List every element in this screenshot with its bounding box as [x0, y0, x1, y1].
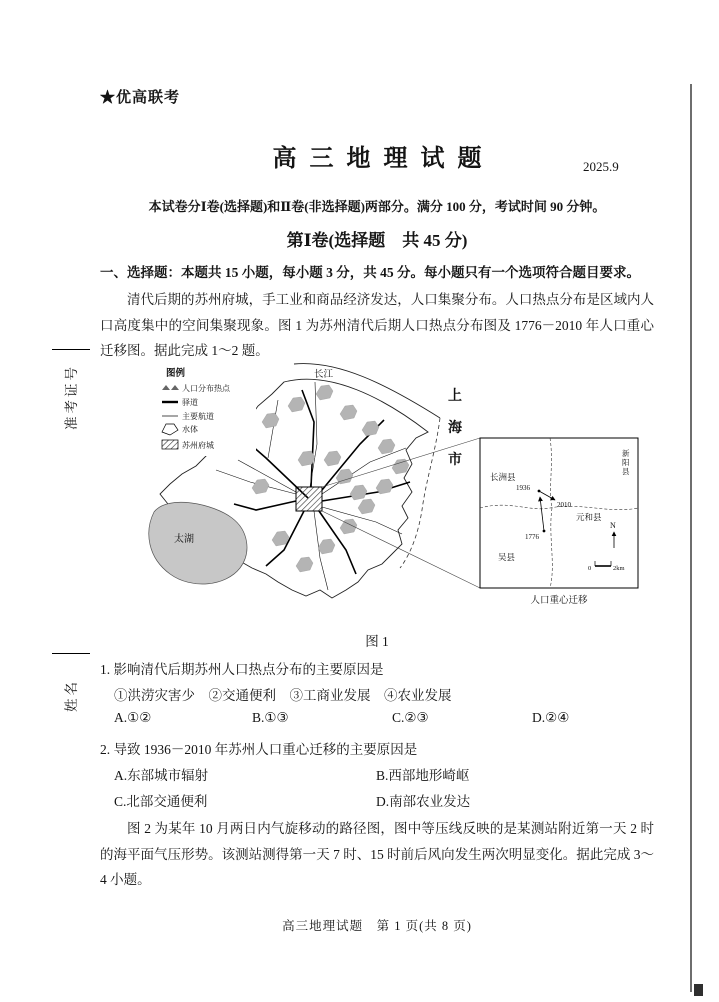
scan-corner-artifact [694, 984, 703, 996]
figure1-map [118, 360, 646, 626]
taihu-label: 太湖 [174, 534, 194, 545]
exam-date: 2025.9 [583, 159, 619, 174]
question-2-option-b: B.西部地形崎岖 [376, 768, 470, 783]
legend-item-waterbody: 水体 [182, 425, 198, 434]
passage-1: 清代后期的苏州府城，手工业和商品经济发达，人口集聚分布。人口热点分布是区域内人口高度集中的空间集聚现象。图 1 为苏州清代后期人口热点分布图及 1776－2010 年人口重心迁移图。据此完成 1～2 题。 [100, 292, 654, 358]
yuanhe-county-label: 元和县 [576, 512, 602, 522]
map-legend [156, 364, 256, 456]
question-2-option-a: A.东部城市辐射 [114, 768, 209, 783]
question-1-stem: 1. 影响清代后期苏州人口热点分布的主要原因是 [100, 662, 384, 677]
question-1-option-b: B.①③ [252, 710, 289, 725]
exam-intro: 本试卷分Ⅰ卷(选择题)和Ⅱ卷(非选择题)两部分。满分 100 分，考试时间 90 分钟。 [148, 199, 606, 214]
xinyang-county-label-2: 阳 [622, 458, 630, 467]
question-1-option-c: C.②③ [392, 710, 429, 725]
year-1936-label: 1936 [516, 484, 530, 492]
page-content [100, 0, 654, 1002]
xinyang-county-label-3: 县 [622, 467, 630, 476]
page-title: 高三地理试题 [272, 146, 495, 172]
question-1-choices-line: ①洪涝灾害少 ②交通便利 ③工商业发展 ④农业发展 [114, 688, 452, 703]
legend-item-postroad: 驿道 [182, 398, 198, 407]
section-directions: 一、选择题：本题共 15 小题，每小题 3 分，共 45 分。每小题只有一个选项符合题目要求。 [100, 265, 640, 280]
changzhou-county-label: 长洲县 [490, 472, 516, 482]
inset-caption: 人口重心迁移 [530, 596, 588, 606]
name-text: 姓名 [64, 679, 79, 712]
question-1-option-d: D.②④ [532, 710, 570, 725]
legend-title: 图例 [166, 369, 186, 379]
shanghai-label-1: 上 [448, 389, 462, 404]
admission-number-text: 准考证号 [64, 364, 79, 430]
xinyang-county-label-1: 新 [622, 449, 630, 458]
city-legend-icon [162, 440, 178, 449]
question-2-option-d: D.南部农业发达 [376, 794, 471, 809]
page-edge-line [690, 84, 692, 992]
legend-item-hotspot: 人口分布热点 [182, 384, 230, 393]
shanghai-label-3: 市 [448, 453, 462, 468]
question-2-option-c: C.北部交通便利 [114, 794, 208, 809]
wuxian-county-label: 吴县 [498, 552, 516, 562]
question-1-option-a: A.①② [114, 710, 152, 725]
legend-item-city: 苏州府城 [182, 441, 214, 450]
inset-map [480, 438, 638, 606]
passage-2: 图 2 为某年 10 月两日内气旋移动的路径图，图中等压线反映的是某测站附近第一天 2 时的海平面气压形势。该测站测得第一天 7 时、15 时前后风向发生两次明显变化。据此完成 3～4 小题。 [100, 821, 654, 887]
year-1776-label: 1776 [525, 533, 539, 541]
scale-zero-label: 0 [588, 565, 592, 572]
north-label: N [610, 521, 616, 530]
legend-item-waterway: 主要航道 [182, 412, 214, 421]
yangtze-label: 长江 [314, 370, 334, 380]
section-title: 第Ⅰ卷(选择题 共 45 分) [286, 231, 468, 250]
name-label [60, 679, 80, 712]
admission-number-blank-line [52, 349, 90, 350]
name-blank-line [52, 653, 90, 654]
figure1-caption: 图 1 [365, 634, 389, 649]
suzhou-city-box [296, 487, 322, 511]
page-footer: 高三地理试题 第 1 页(共 8 页) [282, 919, 472, 933]
exam-brand: ★优高联考 [100, 90, 181, 106]
shanghai-label-2: 海 [448, 421, 462, 436]
question-2-stem: 2. 导致 1936－2010 年苏州人口重心迁移的主要原因是 [100, 742, 418, 757]
admission-number-label [60, 364, 80, 430]
scale-distance-label: 2km [613, 565, 625, 572]
year-2010-label: 2010 [557, 501, 571, 509]
